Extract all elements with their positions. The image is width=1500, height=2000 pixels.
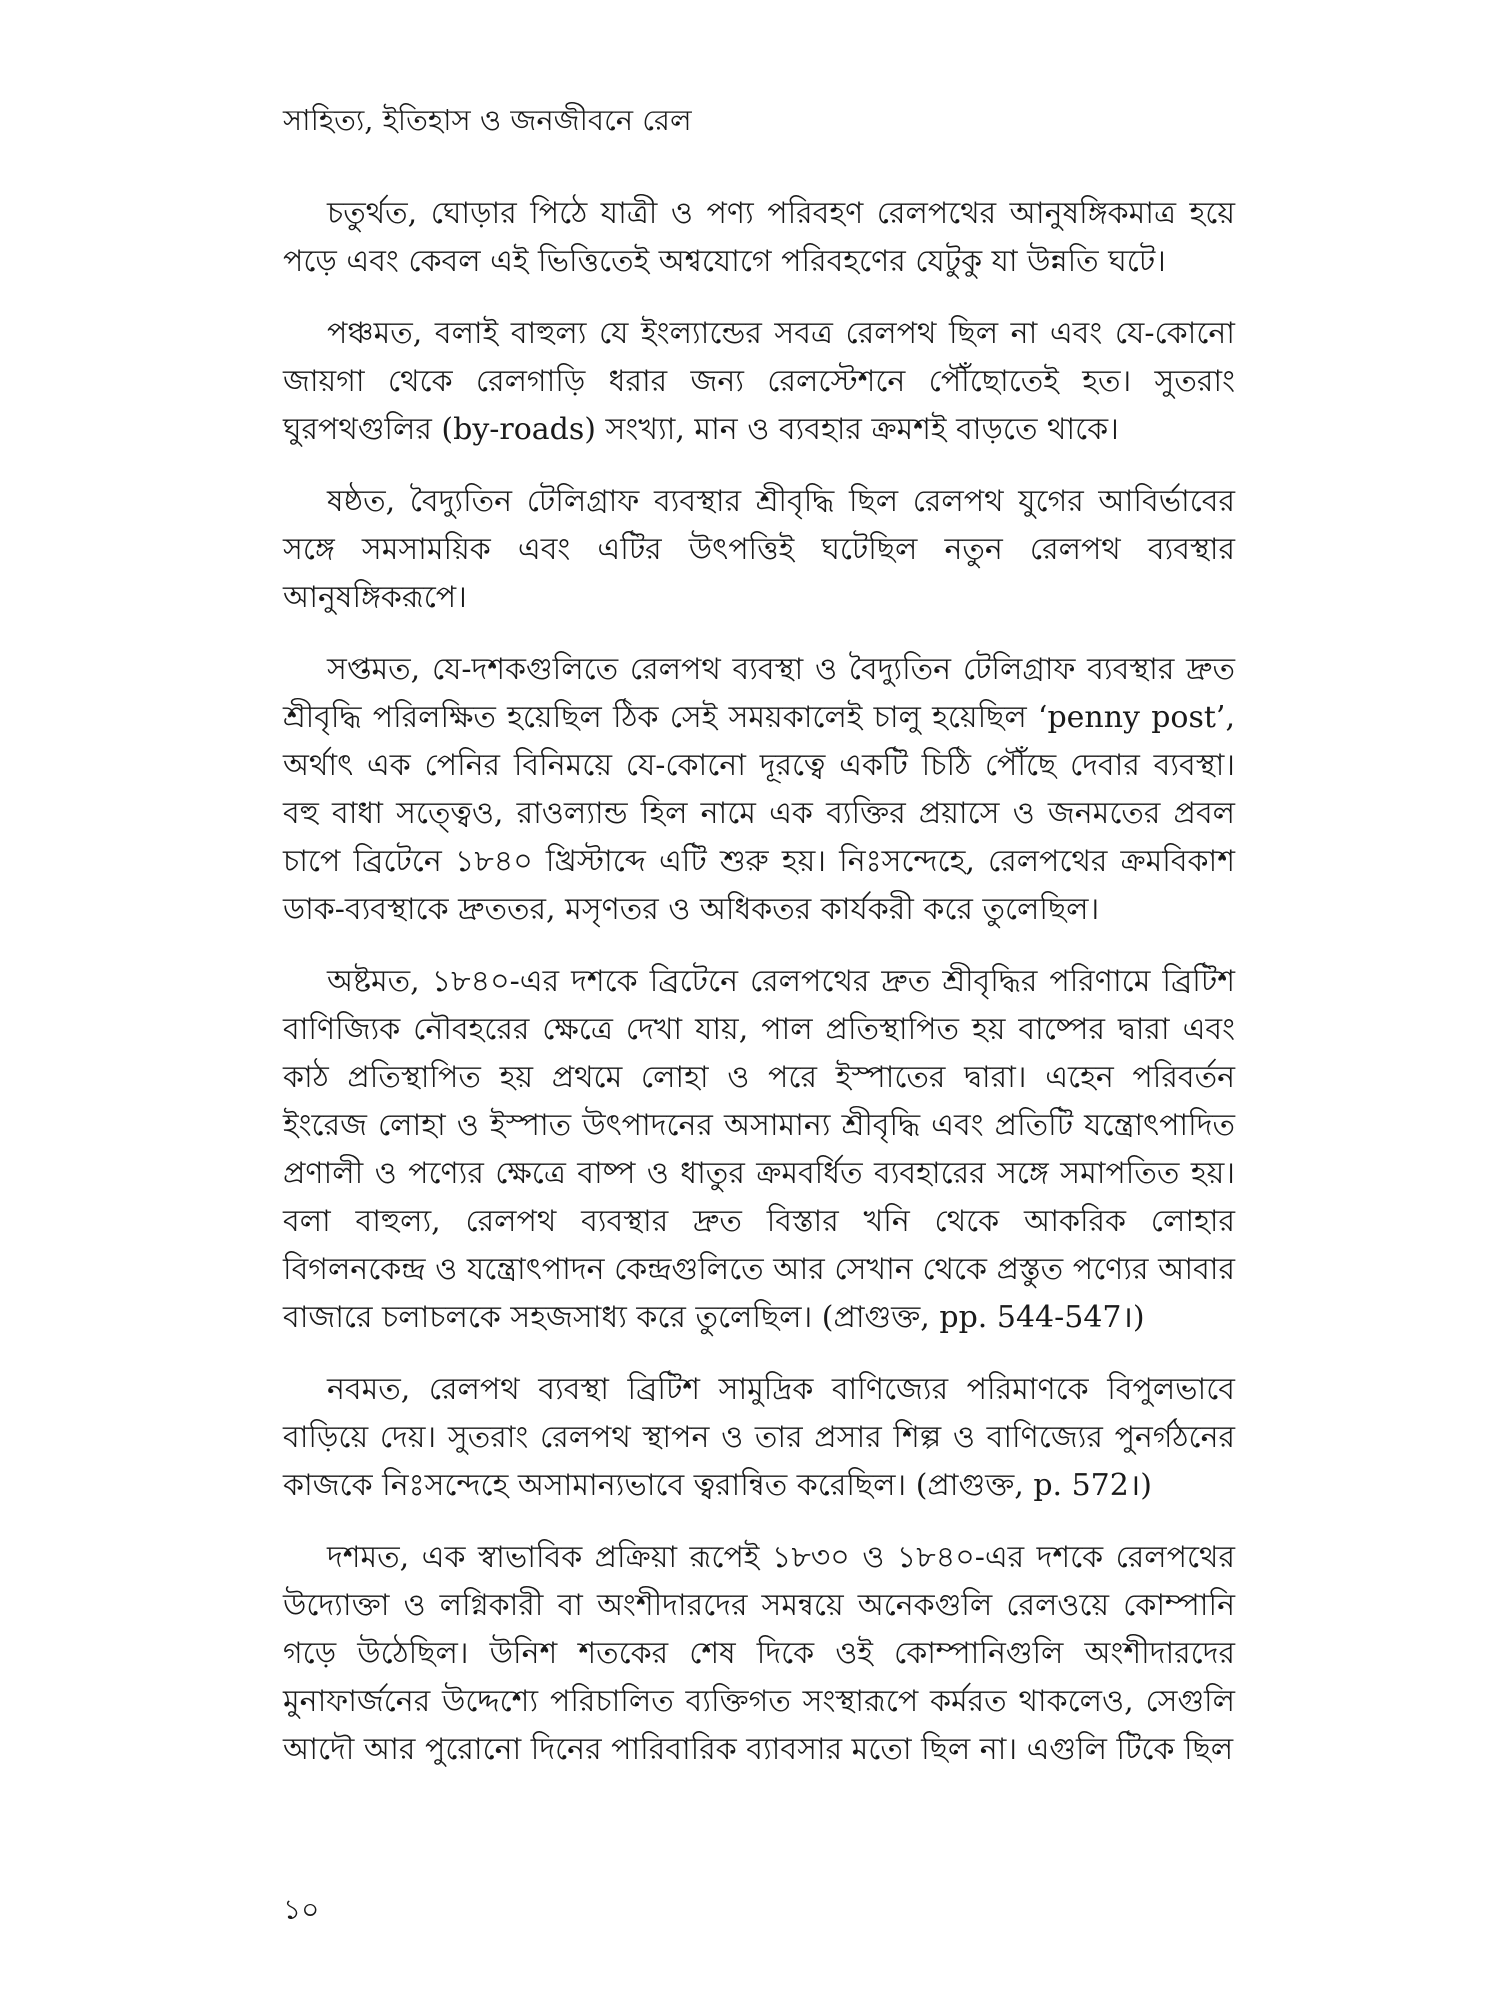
paragraph-sixth: ষষ্ঠত, বৈদ্যুতিন টেলিগ্রাফ ব্যবস্থার শ্রীবৃদ্ধি ছিল রেলপথ যুগের আবির্ভাবের সঙ্গে সমসাময়িক এবং এটির উৎপত্তিই ঘটেছিল নতুন রেলপথ ব্যবস্থার আনুষঙ্গিকরূপে।	[283, 484, 1235, 615]
paragraph-eighth: অষ্টমত, ১৮৪০-এর দশকে ব্রিটেনে রেলপথের দ্রুত শ্রীবৃদ্ধির পরিণামে ব্রিটিশ বাণিজ্যিক নৌবহরের ক্ষেত্রে দেখা যায়, পাল প্রতিস্থাপিত হয় বাষ্পের দ্বারা এবং কাঠ প্রতিস্থাপিত হয় প্রথমে লোহা ও পরে ইস্পাতের দ্বারা। এহেন পরিবর্তন ইংরেজ লোহা ও ইস্পাত উৎপাদনের অসামান্য শ্রীবৃদ্ধি এবং প্রতিটি যন্ত্রোৎপাদিত প্রণালী ও পণ্যের ক্ষেত্রে বাষ্প ও ধাতুর ক্রমবর্ধিত ব্যবহারের সঙ্গে সমাপতিত হয়। বলা বাহুল্য, রেলপথ ব্যবস্থার দ্রুত বিস্তার খনি থেকে আকরিক লোহার বিগলনকেন্দ্র ও যন্ত্রোৎপাদন কেন্দ্রগুলিতে আর সেখান থেকে প্রস্তুত পণ্যের আবার বাজারে চলাচলকে সহজসাধ্য করে তুলেছিল। (প্রাগুক্ত, pp. 544-547।)	[283, 964, 1235, 1335]
page-number: ১০	[283, 1893, 320, 1926]
paragraph-fifth: পঞ্চমত, বলাই বাহুল্য যে ইংল্যান্ডের সবত্র রেলপথ ছিল না এবং যে-কোনো জায়গা থেকে রেলগাড়ি ধরার জন্য রেলস্টেশনে পৌঁছোতেই হত। সুতরাং ঘুরপথগুলির (by-roads) সংখ্যা, মান ও ব্যবহার ক্রমশই বাড়তে থাকে।	[283, 316, 1235, 447]
paragraph-tenth: দশমত, এক স্বাভাবিক প্রক্রিয়া রূপেই ১৮৩০ ও ১৮৪০-এর দশকে রেলপথের উদ্যোক্তা ও লগ্নিকারী বা অংশীদারদের সমন্বয়ে অনেকগুলি রেলওয়ে কোম্পানি গড়ে উঠেছিল। উনিশ শতকের শেষ দিকে ওই কোম্পানিগুলি অংশীদারদের মুনাফার্জনের উদ্দেশ্যে পরিচালিত ব্যক্তিগত সংস্থারূপে কর্মরত থাকলেও, সেগুলি আদৌ আর পুরোনো দিনের পারিবারিক ব্যাবসার মতো ছিল না। এগুলি টিকে ছিল	[283, 1540, 1235, 1767]
paragraph-fourth: চতুর্থত, ঘোড়ার পিঠে যাত্রী ও পণ্য পরিবহণ রেলপথের আনুষঙ্গিকমাত্র হয়ে পড়ে এবং কেবল এই ভিত্তিতেই অশ্বযোগে পরিবহণের যেটুকু যা উন্নতি ঘটে।	[283, 196, 1235, 279]
paragraph-seventh: সপ্তমত, যে-দশকগুলিতে রেলপথ ব্যবস্থা ও বৈদ্যুতিন টেলিগ্রাফ ব্যবস্থার দ্রুত শ্রীবৃদ্ধি পরিলক্ষিত হয়েছিল ঠিক সেই সময়কালেই চালু হয়েছিল ‘penny post’, অর্থাৎ এক পেনির বিনিময়ে যে-কোনো দূরত্বে একটি চিঠি পৌঁছে দেবার ব্যবস্থা। বহু বাধা সত্ত্বেও, রাওল্যান্ড হিল নামে এক ব্যক্তির প্রয়াসে ও জনমতের প্রবল চাপে ব্রিটেনে ১৮৪০ খ্রিস্টাব্দে এটি শুরু হয়। নিঃসন্দেহে, রেলপথের ক্রমবিকাশ ডাক-ব্যবস্থাকে দ্রুততর, মসৃণতর ও অধিকতর কার্যকরী করে তুলেছিল।	[283, 652, 1235, 927]
paragraph-ninth: নবমত, রেলপথ ব্যবস্থা ব্রিটিশ সামুদ্রিক বাণিজ্যের পরিমাণকে বিপুলভাবে বাড়িয়ে দেয়। সুতরাং রেলপথ স্থাপন ও তার প্রসার শিল্প ও বাণিজ্যের পুনর্গঠনের কাজকে নিঃসন্দেহে অসামান্যভাবে ত্বরান্বিত করেছিল। (প্রাগুক্ত, p. 572।)	[283, 1372, 1235, 1503]
body-text	[283, 190, 1235, 1798]
running-head: সাহিত্য, ইতিহাস ও জনজীবনে রেল	[283, 103, 692, 137]
